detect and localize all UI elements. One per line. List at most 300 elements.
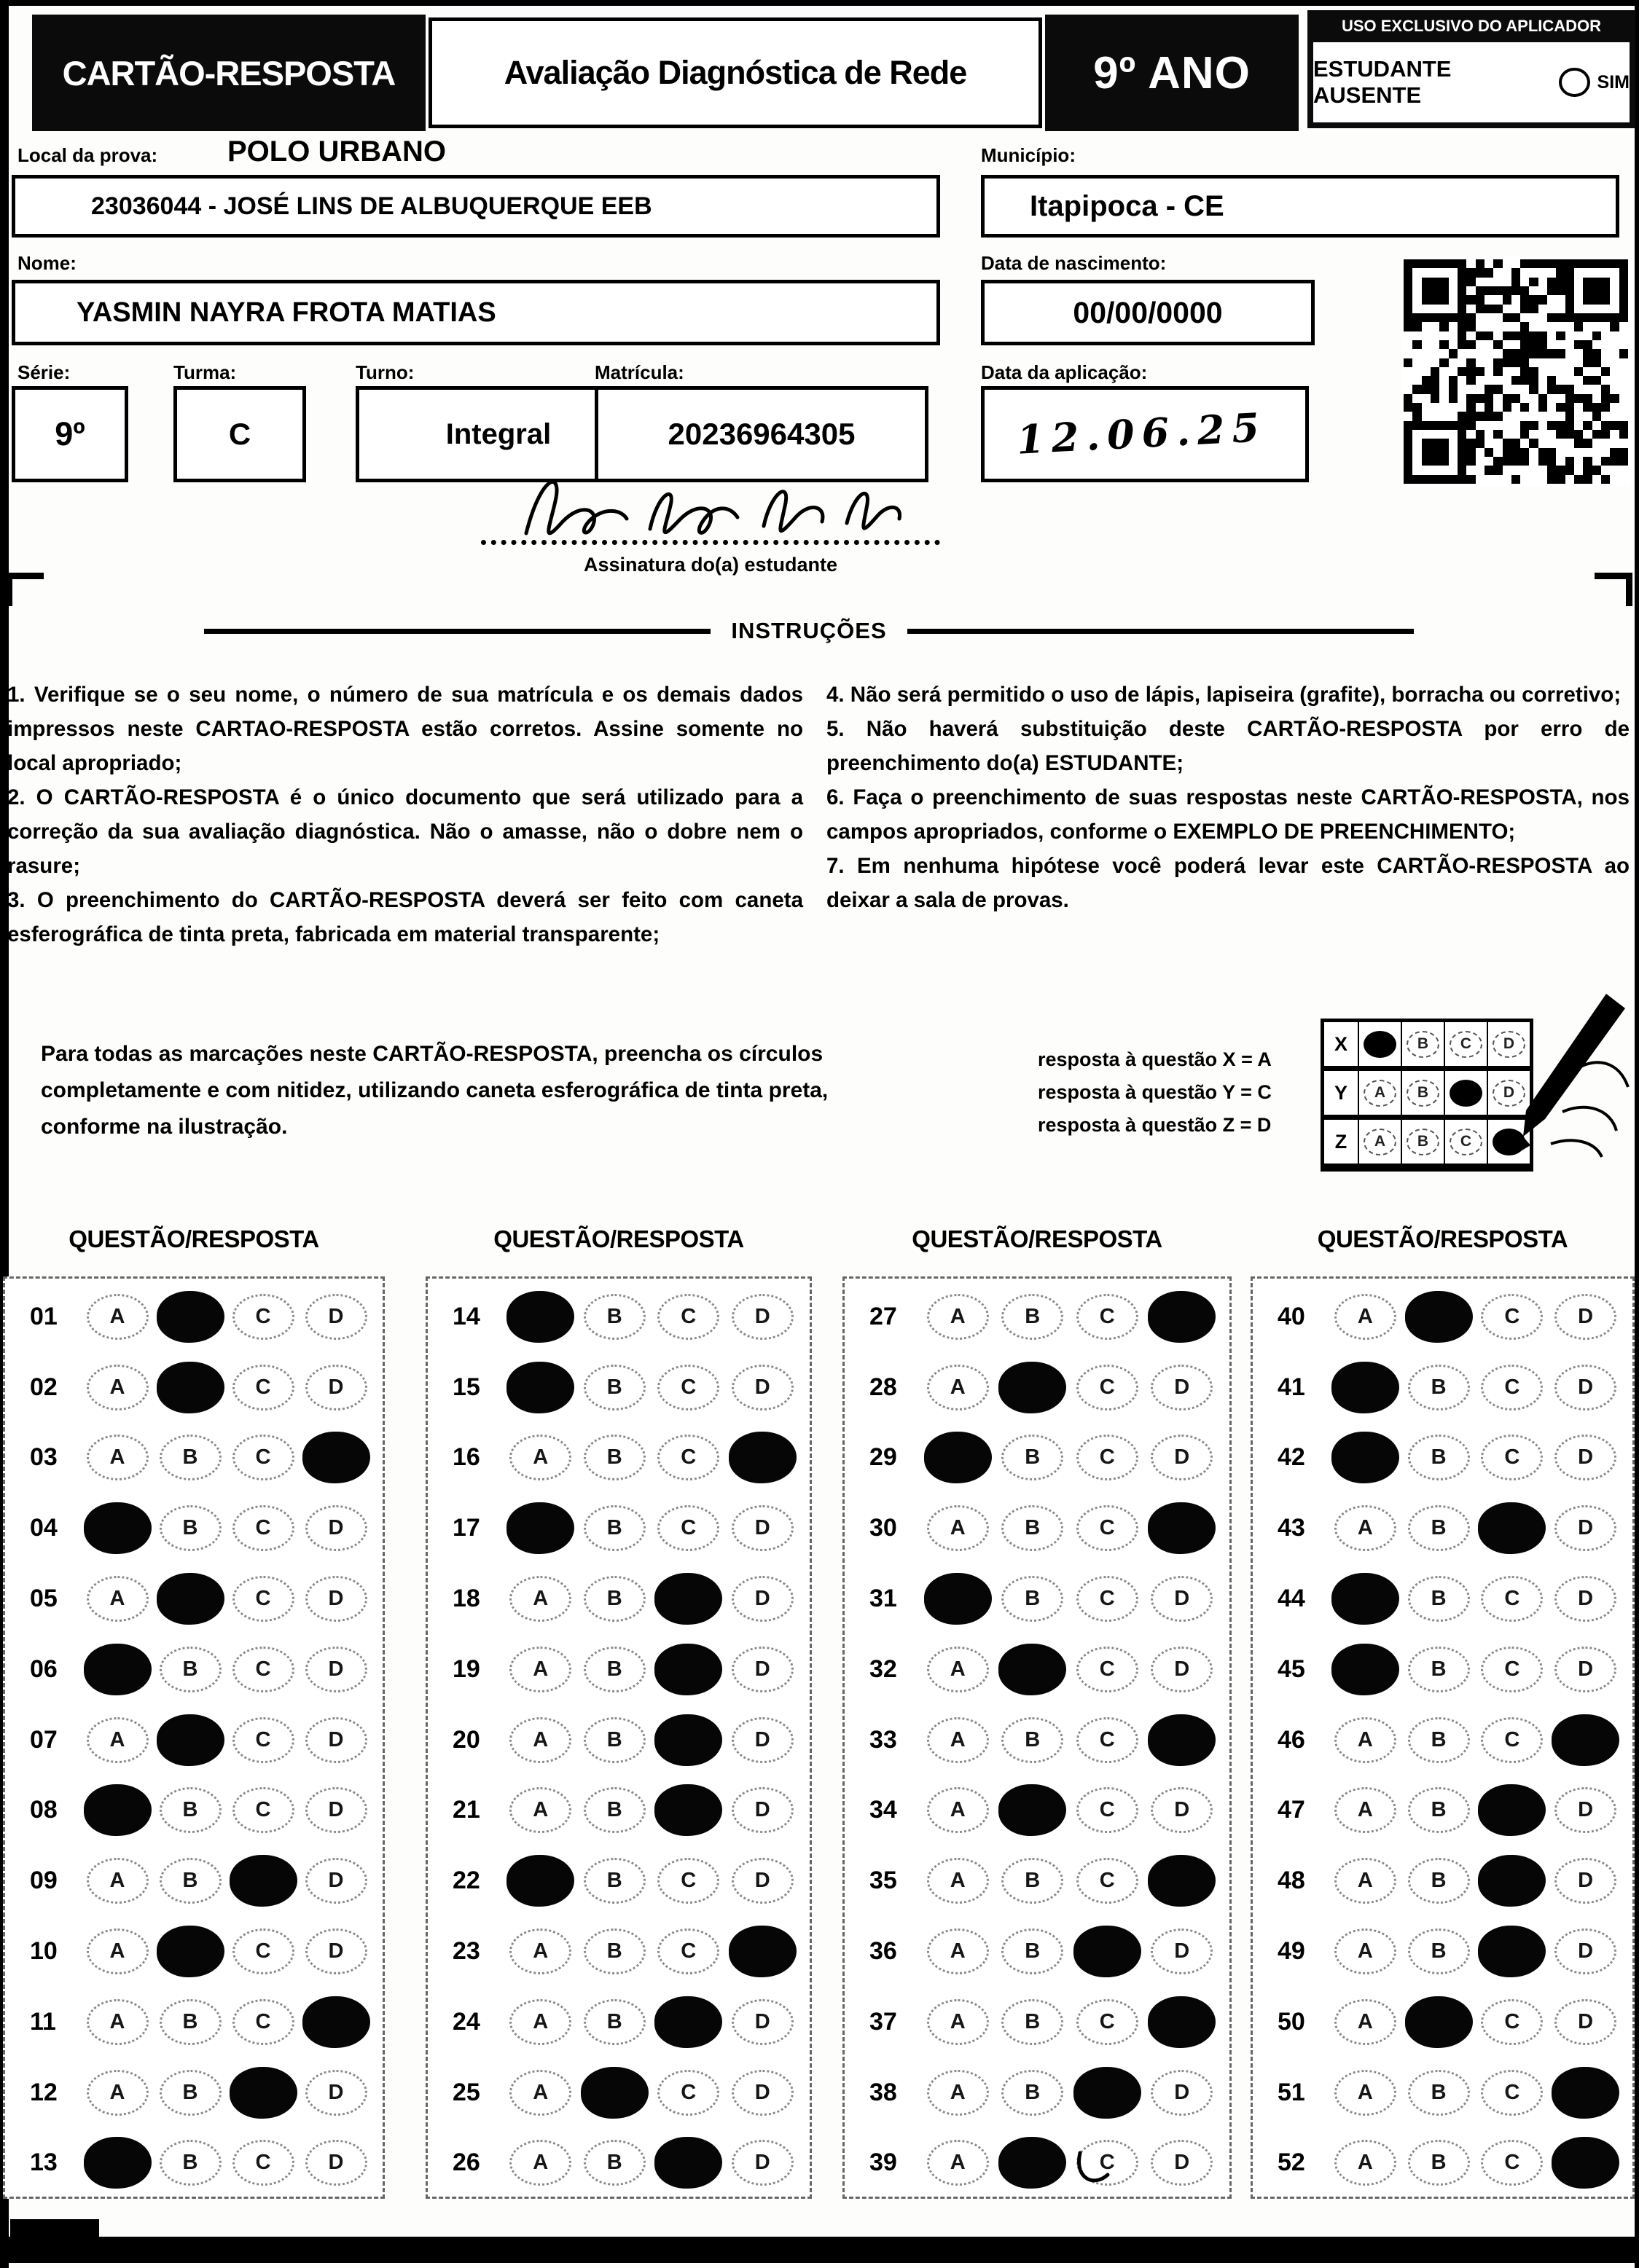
answer-bubble-24-b[interactable]: B [584, 1999, 646, 2045]
answer-bubble-52-a[interactable]: A [1334, 2140, 1396, 2186]
qr-module [1404, 358, 1412, 367]
example-cell [1401, 1120, 1444, 1164]
answer-bubble-11-d[interactable] [302, 1996, 370, 2048]
answer-bubble-34-b[interactable] [998, 1784, 1066, 1836]
answer-bubble-36-b[interactable]: B [1001, 1928, 1063, 1974]
answer-bubble-26-a[interactable]: A [509, 2140, 571, 2186]
answer-bubble-21-a[interactable]: A [509, 1787, 571, 1833]
answer-bubble-34-c[interactable]: C [1076, 1787, 1138, 1833]
answer-bubble-26-d[interactable]: D [732, 2140, 794, 2186]
answer-bubble-32-d[interactable]: D [1151, 1647, 1213, 1692]
answer-bubble-48-a[interactable]: A [1334, 1858, 1396, 1904]
answer-bubble-06-a[interactable] [84, 1644, 152, 1695]
answer-bubble-47-c[interactable] [1478, 1784, 1546, 1836]
answer-bubble-35-d[interactable] [1148, 1855, 1216, 1907]
answer-bubble-23-a[interactable]: A [509, 1928, 571, 1974]
qr-module [1439, 421, 1448, 430]
answer-bubble-13-c[interactable]: C [232, 2140, 294, 2186]
qr-module [1538, 305, 1547, 313]
answer-bubble-34-d[interactable]: D [1151, 1787, 1213, 1833]
answer-bubble-50-b[interactable] [1405, 1996, 1473, 2048]
answer-bubble-29-a[interactable] [924, 1432, 992, 1483]
qr-module [1538, 457, 1547, 466]
answer-bubble-24-d[interactable]: D [732, 1999, 794, 2045]
answer-bubble-41-b[interactable]: B [1408, 1365, 1470, 1410]
option-slot [227, 1996, 300, 2048]
answer-bubble-26-c[interactable] [654, 2137, 722, 2189]
answer-bubble-46-a[interactable]: A [1334, 1717, 1396, 1763]
answer-bubble-15-b[interactable]: B [584, 1365, 646, 1410]
answer-bubble-01-a[interactable]: A [87, 1294, 149, 1340]
answer-bubble-35-c[interactable]: C [1076, 1858, 1138, 1904]
answer-bubble-27-a[interactable]: A [927, 1294, 989, 1340]
answer-bubble-20-c[interactable] [654, 1714, 722, 1766]
answer-bubble-32-a[interactable]: A [927, 1647, 989, 1692]
answer-bubble-24-a[interactable]: A [509, 1999, 571, 2045]
answer-bubble-39-a[interactable]: A [927, 2140, 989, 2186]
answer-bubble-37-a[interactable]: A [927, 1999, 989, 2045]
answer-bubble-51-c[interactable]: C [1481, 2070, 1543, 2116]
answer-bubble-17-c[interactable]: C [657, 1505, 719, 1551]
answer-bubble-33-b[interactable]: B [1001, 1717, 1063, 1763]
answer-bubble-32-b[interactable] [998, 1644, 1066, 1695]
qr-module [1485, 466, 1493, 474]
qr-module [1619, 358, 1628, 367]
answer-bubble-20-d[interactable]: D [732, 1717, 794, 1763]
qr-module [1404, 322, 1412, 331]
answer-bubble-19-a[interactable]: A [509, 1647, 571, 1692]
answer-bubble-02-c[interactable]: C [232, 1365, 294, 1410]
answer-bubble-07-d[interactable]: D [305, 1717, 367, 1763]
option-slot [504, 1714, 578, 1766]
answer-bubble-07-a[interactable]: A [87, 1717, 149, 1763]
answer-bubble-46-c[interactable]: C [1481, 1717, 1543, 1763]
answer-bubble-12-d[interactable]: D [305, 2070, 367, 2116]
qr-module [1574, 412, 1583, 420]
answer-bubble-01-b[interactable] [157, 1291, 224, 1343]
option-slot [81, 1784, 154, 1836]
answer-bubble-04-a[interactable] [84, 1502, 152, 1554]
answer-bubble-05-a[interactable]: A [87, 1576, 149, 1622]
option-slot [995, 1996, 1071, 2048]
qr-module [1493, 376, 1502, 385]
answer-bubble-31-b[interactable]: B [1001, 1576, 1063, 1622]
answer-bubble-36-d[interactable]: D [1151, 1928, 1213, 1974]
qr-module [1619, 421, 1628, 430]
answer-bubble-19-c[interactable] [654, 1644, 722, 1695]
qr-module [1466, 349, 1475, 358]
answer-bubble-26-b[interactable]: B [584, 2140, 646, 2186]
answer-bubble-50-d[interactable]: D [1554, 1999, 1616, 2045]
answer-bubble-05-b[interactable] [157, 1573, 224, 1625]
answer-bubble-16-a[interactable]: A [509, 1435, 571, 1480]
answer-bubble-10-a[interactable]: A [87, 1928, 149, 1974]
answer-bubble-25-b[interactable] [581, 2067, 649, 2119]
answer-bubble-20-a[interactable]: A [509, 1717, 571, 1763]
answer-bubble-14-c[interactable]: C [657, 1294, 719, 1340]
qr-module [1431, 475, 1439, 484]
answer-bubble-37-d[interactable] [1148, 1996, 1216, 2048]
turno-value: Integral [445, 417, 552, 450]
qr-module [1574, 349, 1583, 358]
qr-module [1592, 322, 1601, 331]
answer-bubble-21-b[interactable]: B [584, 1787, 646, 1833]
answer-bubble-12-a[interactable]: A [87, 2070, 149, 2116]
qr-module [1511, 430, 1520, 439]
answer-bubble-14-b[interactable]: B [584, 1294, 646, 1340]
answer-bubble-25-d[interactable]: D [732, 2070, 794, 2116]
answer-bubble-38-d[interactable]: D [1151, 2070, 1213, 2116]
qr-module [1601, 466, 1610, 474]
answer-bubble-49-c[interactable] [1478, 1926, 1546, 1977]
qr-module [1610, 331, 1619, 340]
answer-bubble-24-c[interactable] [654, 1996, 722, 2048]
answer-bubble-06-d[interactable]: D [305, 1647, 367, 1692]
question-number: 29 [869, 1443, 897, 1472]
answer-bubble-04-d[interactable]: D [305, 1505, 367, 1551]
answer-bubble-15-d[interactable]: D [732, 1365, 794, 1410]
answer-bubble-09-a[interactable]: A [87, 1858, 149, 1904]
answer-bubble-12-c[interactable] [230, 2067, 297, 2119]
option-slot [1145, 2137, 1220, 2189]
question-number: 42 [1278, 1443, 1305, 1472]
answer-bubble-43-c[interactable] [1478, 1502, 1546, 1554]
answer-bubble-04-c[interactable]: C [232, 1505, 294, 1551]
answer-bubble-09-b[interactable]: B [160, 1858, 222, 1904]
answer-bubble-48-b[interactable]: B [1408, 1858, 1470, 1904]
answer-bubble-21-d[interactable]: D [732, 1787, 794, 1833]
answer-bubble-23-b[interactable]: B [584, 1928, 646, 1974]
answer-bubble-33-c[interactable]: C [1076, 1717, 1138, 1763]
answer-bubble-45-c[interactable]: C [1481, 1647, 1543, 1692]
answer-bubble-43-d[interactable]: D [1554, 1505, 1616, 1551]
option-slot [227, 2137, 300, 2189]
qr-module [1556, 403, 1565, 412]
qr-module [1601, 475, 1610, 484]
example-bubble-x-c: C [1450, 1031, 1482, 1058]
answer-bubble-39-b[interactable] [998, 2137, 1066, 2189]
answer-bubble-44-a[interactable] [1331, 1573, 1399, 1625]
answer-bubble-47-b[interactable]: B [1408, 1787, 1470, 1833]
qr-module [1538, 295, 1547, 304]
answer-bubble-10-b[interactable] [157, 1926, 224, 1977]
answer-bubble-35-b[interactable]: B [1001, 1858, 1063, 1904]
answer-bubble-52-c[interactable]: C [1481, 2140, 1543, 2186]
answer-bubble-06-b[interactable]: B [160, 1647, 222, 1692]
option-slot [995, 2137, 1071, 2189]
answer-bubble-51-d[interactable] [1552, 2067, 1619, 2119]
qr-module [1439, 475, 1448, 484]
answer-bubble-42-c[interactable]: C [1481, 1435, 1543, 1480]
answer-bubble-49-d[interactable]: D [1554, 1928, 1616, 1974]
answer-bubble-43-b[interactable]: B [1408, 1505, 1470, 1551]
answer-bubble-28-b[interactable] [998, 1362, 1066, 1413]
option-slot [920, 1996, 995, 2048]
answer-bubble-29-c[interactable]: C [1076, 1435, 1138, 1480]
answer-bubble-16-c[interactable]: C [657, 1435, 719, 1480]
qr-module [1583, 457, 1592, 466]
answer-bubble-52-d[interactable] [1552, 2137, 1619, 2189]
answer-bubble-27-b[interactable]: B [1001, 1294, 1063, 1340]
answer-bubble-38-b[interactable]: B [1001, 2070, 1063, 2116]
option-slot [504, 1784, 578, 1836]
qr-module [1574, 367, 1583, 376]
qr-module [1592, 259, 1601, 268]
answer-bubble-02-d[interactable]: D [305, 1365, 367, 1410]
answer-bubble-10-c[interactable]: C [232, 1928, 294, 1974]
option-slot [1329, 1855, 1402, 1907]
answer-bubble-46-d[interactable] [1552, 1714, 1619, 1766]
answer-bubble-21-c[interactable] [654, 1784, 722, 1836]
qr-module [1520, 439, 1529, 447]
answer-bubble-25-c[interactable]: C [657, 2070, 719, 2116]
answer-bubble-20-b[interactable]: B [584, 1717, 646, 1763]
answer-bubble-09-c[interactable] [230, 1855, 297, 1907]
answer-bubble-17-a[interactable] [506, 1502, 574, 1554]
answer-bubble-42-a[interactable] [1331, 1432, 1399, 1483]
answer-bubble-18-d[interactable]: D [732, 1576, 794, 1622]
answer-bubble-08-b[interactable]: B [160, 1787, 222, 1833]
answer-bubble-06-c[interactable]: C [232, 1647, 294, 1692]
answer-bubble-33-d[interactable] [1148, 1714, 1216, 1766]
qr-module [1619, 322, 1628, 331]
answer-bubble-28-c[interactable]: C [1076, 1365, 1138, 1410]
answer-bubble-17-b[interactable]: B [584, 1505, 646, 1551]
qr-module [1529, 358, 1538, 367]
answer-bubble-30-d[interactable] [1148, 1502, 1216, 1554]
answer-bubble-17-d[interactable]: D [732, 1505, 794, 1551]
answer-bubble-01-d[interactable]: D [305, 1294, 367, 1340]
option-slot [1476, 2137, 1549, 2189]
answer-bubble-44-c[interactable]: C [1481, 1576, 1543, 1622]
answer-bubble-37-c[interactable]: C [1076, 1999, 1138, 2045]
answer-bubble-52-b[interactable]: B [1408, 2140, 1470, 2186]
qr-module [1601, 259, 1610, 268]
answer-bubble-30-b[interactable]: B [1001, 1505, 1063, 1551]
answer-bubble-33-a[interactable]: A [927, 1717, 989, 1763]
option-slot [1402, 1502, 1476, 1554]
grade-badge: 9º ANO [1045, 15, 1299, 131]
answer-bubble-28-a[interactable]: A [927, 1365, 989, 1410]
answer-bubble-13-d[interactable]: D [305, 2140, 367, 2186]
answer-bubble-07-c[interactable]: C [232, 1717, 294, 1763]
answer-bubble-45-a[interactable] [1331, 1644, 1399, 1695]
answer-bubble-11-c[interactable]: C [232, 1999, 294, 2045]
question-row-34 [845, 1775, 1229, 1846]
pencil-illustration [1463, 991, 1635, 1173]
answer-bubble-49-b[interactable]: B [1408, 1928, 1470, 1974]
option-slot [154, 1926, 227, 1977]
qr-module [1610, 313, 1619, 322]
qr-module [1493, 340, 1502, 349]
qr-module [1538, 286, 1547, 295]
answer-bubble-10-d[interactable]: D [305, 1928, 367, 1974]
answer-bubble-08-a[interactable] [84, 1784, 152, 1836]
qr-module [1529, 313, 1538, 322]
answer-bubble-41-c[interactable]: C [1481, 1365, 1543, 1410]
answer-bubble-31-d[interactable]: D [1151, 1576, 1213, 1622]
answer-bubble-28-d[interactable]: D [1151, 1365, 1213, 1410]
answer-bubble-36-c[interactable] [1073, 1926, 1141, 1977]
answer-bubble-42-b[interactable]: B [1408, 1435, 1470, 1480]
qr-module [1431, 421, 1439, 430]
answer-bubble-29-b[interactable]: B [1001, 1435, 1063, 1480]
answer-bubble-22-c[interactable]: C [657, 1858, 719, 1904]
question-row-18 [428, 1563, 810, 1634]
answer-bubble-22-d[interactable]: D [732, 1858, 794, 1904]
answer-bubble-18-a[interactable]: A [509, 1576, 571, 1622]
column-header-4: QUESTÃO/RESPOSTA [1317, 1225, 1568, 1252]
answer-bubble-02-b[interactable] [157, 1362, 224, 1413]
answer-bubble-40-c[interactable]: C [1481, 1294, 1543, 1340]
answer-bubble-12-b[interactable]: B [160, 2070, 222, 2116]
answer-bubble-16-d[interactable] [729, 1432, 797, 1483]
municipio-label: Município: [981, 144, 1076, 166]
answer-bubble-50-a[interactable]: A [1334, 1999, 1396, 2045]
answer-bubble-37-b[interactable]: B [1001, 1999, 1063, 2045]
answer-bubble-51-a[interactable]: A [1334, 2070, 1396, 2116]
answer-bubble-22-a[interactable] [506, 1855, 574, 1907]
answer-bubble-14-d[interactable]: D [732, 1294, 794, 1340]
answer-bubble-03-b[interactable]: B [160, 1435, 222, 1480]
answer-bubble-35-a[interactable]: A [927, 1858, 989, 1904]
answer-bubble-48-d[interactable]: D [1554, 1858, 1616, 1904]
answer-bubble-23-c[interactable]: C [657, 1928, 719, 1974]
answer-bubble-38-c[interactable] [1073, 2067, 1141, 2119]
qr-module [1404, 349, 1412, 358]
answer-bubble-40-a[interactable]: A [1334, 1294, 1396, 1340]
answer-bubble-25-a[interactable]: A [509, 2070, 571, 2116]
exam-title: Avaliação Diagnóstica de Rede [429, 17, 1042, 128]
qr-module [1439, 448, 1448, 457]
option-slot [1145, 2067, 1220, 2119]
answer-bubble-02-a[interactable]: A [87, 1365, 149, 1410]
answer-bubble-36-a[interactable]: A [927, 1928, 989, 1974]
qr-module [1574, 322, 1583, 331]
absent-bubble[interactable] [1559, 68, 1589, 97]
answer-bubble-13-a[interactable] [84, 2137, 152, 2189]
answer-bubble-03-c[interactable]: C [232, 1435, 294, 1480]
answer-bubble-45-b[interactable]: B [1408, 1647, 1470, 1692]
qr-module [1601, 430, 1610, 439]
qr-module [1592, 358, 1601, 367]
answer-bubble-07-b[interactable] [157, 1714, 224, 1766]
answer-bubble-18-b[interactable]: B [584, 1576, 646, 1622]
answer-bubble-05-c[interactable]: C [232, 1576, 294, 1622]
answer-bubble-16-b[interactable]: B [584, 1435, 646, 1480]
answer-bubble-44-d[interactable]: D [1554, 1576, 1616, 1622]
local-da-prova-label: Local da prova: [17, 144, 158, 166]
answer-bubble-47-a[interactable]: A [1334, 1787, 1396, 1833]
answer-bubble-31-a[interactable] [924, 1573, 992, 1625]
answer-bubble-51-b[interactable]: B [1408, 2070, 1470, 2116]
answer-bubble-11-b[interactable]: B [160, 1999, 222, 2045]
qr-module [1404, 457, 1412, 466]
answer-bubble-29-d[interactable]: D [1151, 1435, 1213, 1480]
qr-module [1574, 385, 1583, 393]
qr-module [1592, 286, 1601, 295]
answer-bubble-30-a[interactable]: A [927, 1505, 989, 1551]
signature-line[interactable] [481, 510, 940, 545]
qr-module [1476, 268, 1485, 277]
answer-bubble-44-b[interactable]: B [1408, 1576, 1470, 1622]
answer-bubble-23-d[interactable] [729, 1926, 797, 1977]
answer-bubble-30-c[interactable]: C [1076, 1505, 1138, 1551]
qr-module [1592, 439, 1601, 447]
qr-module [1565, 358, 1574, 367]
answer-bubble-48-c[interactable] [1478, 1855, 1546, 1907]
option-slot [154, 1996, 227, 2048]
qr-module [1449, 358, 1458, 367]
answer-bubble-19-b[interactable]: B [584, 1647, 646, 1692]
answer-bubble-22-b[interactable]: B [584, 1858, 646, 1904]
qr-module [1529, 305, 1538, 313]
answer-bubble-09-d[interactable]: D [305, 1858, 367, 1904]
answer-bubble-15-c[interactable]: C [657, 1365, 719, 1410]
qr-module [1449, 403, 1458, 412]
answer-bubble-31-c[interactable]: C [1076, 1576, 1138, 1622]
answer-bubble-27-c[interactable]: C [1076, 1294, 1138, 1340]
option-slot [652, 1644, 726, 1695]
qr-module [1412, 367, 1421, 376]
qr-module [1431, 367, 1439, 376]
answer-bubble-39-d[interactable]: D [1151, 2140, 1213, 2186]
answer-bubble-40-d[interactable]: D [1554, 1294, 1616, 1340]
answer-bubble-39-c[interactable]: C [1076, 2140, 1138, 2186]
qr-module [1583, 305, 1592, 313]
answer-bubble-13-b[interactable]: B [160, 2140, 222, 2186]
answer-bubble-43-a[interactable]: A [1334, 1505, 1396, 1551]
qr-module [1565, 286, 1574, 295]
qr-module [1565, 305, 1574, 313]
answer-bubble-05-d[interactable]: D [305, 1576, 367, 1622]
answer-bubble-34-a[interactable]: A [927, 1787, 989, 1833]
qr-module [1449, 412, 1458, 420]
qr-module [1583, 475, 1592, 484]
answer-bubble-08-c[interactable]: C [232, 1787, 294, 1833]
answer-bubble-04-b[interactable]: B [160, 1505, 222, 1551]
turma-label: Turma: [173, 361, 237, 383]
answer-bubble-41-d[interactable]: D [1554, 1365, 1616, 1410]
answer-bubble-03-a[interactable]: A [87, 1435, 149, 1480]
answer-bubble-45-d[interactable]: D [1554, 1647, 1616, 1692]
answer-bubble-19-d[interactable]: D [732, 1647, 794, 1692]
qr-module [1592, 313, 1601, 322]
answer-bubble-47-d[interactable]: D [1554, 1787, 1616, 1833]
answer-bubble-49-a[interactable]: A [1334, 1928, 1396, 1974]
answer-bubble-14-a[interactable] [506, 1291, 574, 1343]
option-slot [300, 1855, 372, 1907]
answer-bubble-03-d[interactable] [302, 1432, 370, 1483]
answer-bubble-32-c[interactable]: C [1076, 1647, 1138, 1692]
answer-bubble-15-a[interactable] [506, 1362, 574, 1413]
answer-bubble-08-d[interactable]: D [305, 1787, 367, 1833]
answer-bubble-38-a[interactable]: A [927, 2070, 989, 2116]
answer-bubble-41-a[interactable] [1331, 1362, 1399, 1413]
answer-bubble-42-d[interactable]: D [1554, 1435, 1616, 1480]
question-options [920, 2137, 1229, 2189]
question-number: 46 [1278, 1725, 1305, 1754]
qr-module [1556, 286, 1565, 295]
answer-bubble-50-c[interactable]: C [1481, 1999, 1543, 2045]
answer-bubble-27-d[interactable] [1148, 1291, 1216, 1343]
answer-bubble-11-a[interactable]: A [87, 1999, 149, 2045]
answer-bubble-01-c[interactable]: C [232, 1294, 294, 1340]
answer-bubble-46-b[interactable]: B [1408, 1717, 1470, 1763]
answer-bubble-18-c[interactable] [654, 1573, 722, 1625]
question-row-26 [428, 2128, 810, 2199]
answer-bubble-40-b[interactable] [1405, 1291, 1473, 1343]
